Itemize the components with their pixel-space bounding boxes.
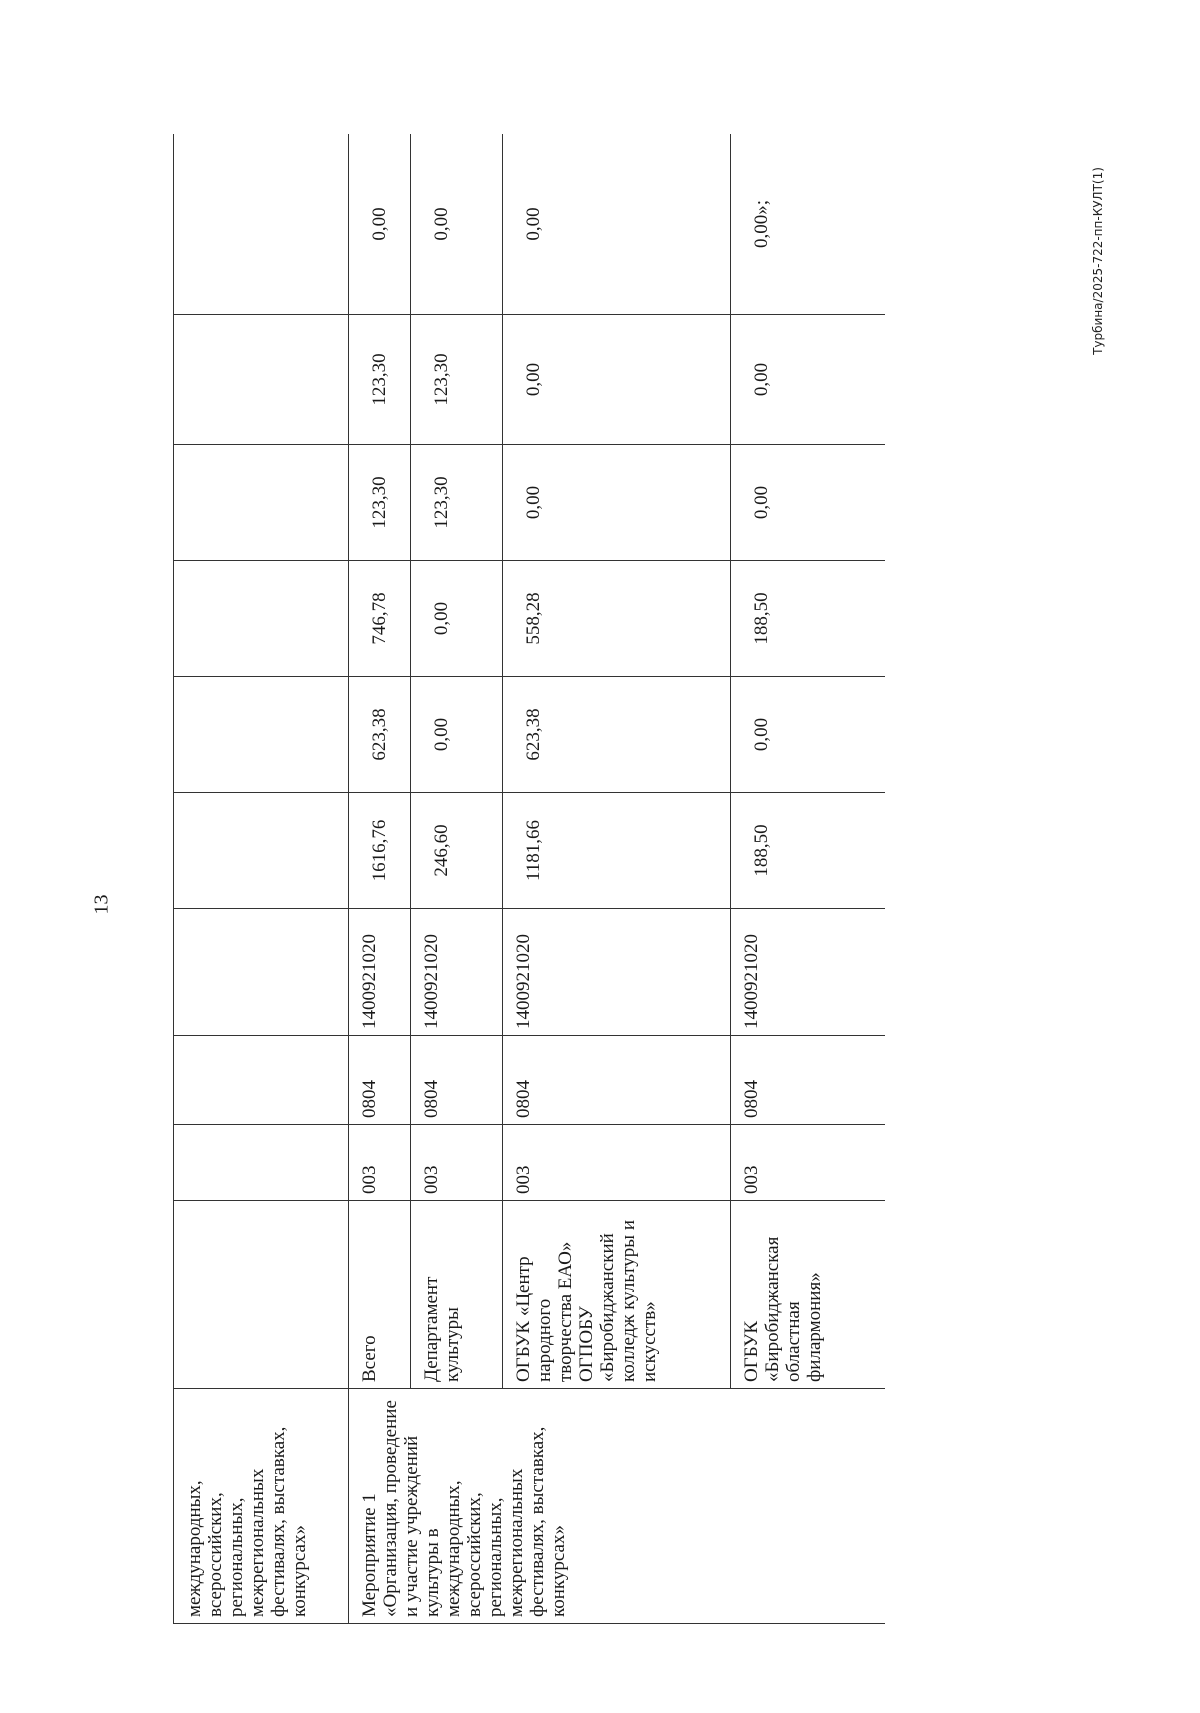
value-cell: 623,38: [503, 677, 731, 793]
value-cell: [174, 445, 349, 561]
value-cell: 1181,66: [503, 793, 731, 909]
value-cell: 0,00»;: [731, 134, 886, 315]
value-cell: 0,00: [503, 445, 731, 561]
page-number: 13: [90, 894, 113, 915]
org-cell: [174, 1201, 349, 1389]
value-cell: [174, 793, 349, 909]
value-cell: 0,00: [411, 561, 503, 677]
value-cell: 0,00: [411, 677, 503, 793]
value-cell: 188,50: [731, 793, 886, 909]
value-cell: 0,00: [731, 315, 886, 445]
value-cell: 558,28: [503, 561, 731, 677]
rzpr-cell: 0804: [349, 1036, 411, 1125]
value-cell: 746,78: [349, 561, 411, 677]
csr-cell: 1400921020: [503, 909, 731, 1036]
rotated-table-area: [173, 134, 885, 1624]
value-cell: 123,30: [411, 315, 503, 445]
document-stamp: Турбина/2025-722-пп-КУЛТ(1): [1091, 167, 1105, 355]
value-cell: 246,60: [411, 793, 503, 909]
org-cell: Департамент культуры: [411, 1201, 503, 1389]
table-row: [349, 134, 411, 1624]
csr-cell: 1400921020: [411, 909, 503, 1036]
grbs-cell: [174, 1125, 349, 1201]
value-cell: 188,50: [731, 561, 886, 677]
event-desc-cell: Мероприятие 1 «Организация, проведение и участие учреждений культуры в международных, всероссийских, региональных, межрегиональных фестивалях, выставках, конкурсах»: [349, 1389, 886, 1624]
value-cell: 623,38: [349, 677, 411, 793]
value-cell: [174, 315, 349, 445]
value-cell: 0,00: [731, 677, 886, 793]
value-cell: 0,00: [731, 445, 886, 561]
rzpr-cell: 0804: [731, 1036, 886, 1125]
budget-table: [173, 134, 885, 1624]
value-cell: 0,00: [503, 134, 731, 315]
csr-cell: [174, 909, 349, 1036]
grbs-cell: 003: [731, 1125, 886, 1201]
grbs-cell: 003: [349, 1125, 411, 1201]
rotated-table-container: [173, 134, 885, 1624]
value-cell: 0,00: [503, 315, 731, 445]
org-cell: ОГБУК «Центр народного творчества ЕАО» ОГПОБУ «Биробиджанский колледж культуры и искусств»: [503, 1201, 731, 1389]
value-cell: [174, 561, 349, 677]
rzpr-cell: [174, 1036, 349, 1125]
rzpr-cell: 0804: [411, 1036, 503, 1125]
org-cell: Всего: [349, 1201, 411, 1389]
table-row: [174, 134, 349, 1624]
rzpr-cell: 0804: [503, 1036, 731, 1125]
desc-cell: международных, всероссийских, региональных, межрегиональных фестивалях, выставках, конкурсах»: [174, 1389, 349, 1624]
value-cell: [174, 677, 349, 793]
value-cell: [174, 134, 349, 315]
grbs-cell: 003: [503, 1125, 731, 1201]
csr-cell: 1400921020: [349, 909, 411, 1036]
value-cell: 123,30: [349, 445, 411, 561]
value-cell: 123,30: [349, 315, 411, 445]
csr-cell: 1400921020: [731, 909, 886, 1036]
org-cell: ОГБУК «Биробиджанская областная филармония»: [731, 1201, 886, 1389]
value-cell: 123,30: [411, 445, 503, 561]
grbs-cell: 003: [411, 1125, 503, 1201]
value-cell: 0,00: [349, 134, 411, 315]
value-cell: 0,00: [411, 134, 503, 315]
value-cell: 1616,76: [349, 793, 411, 909]
